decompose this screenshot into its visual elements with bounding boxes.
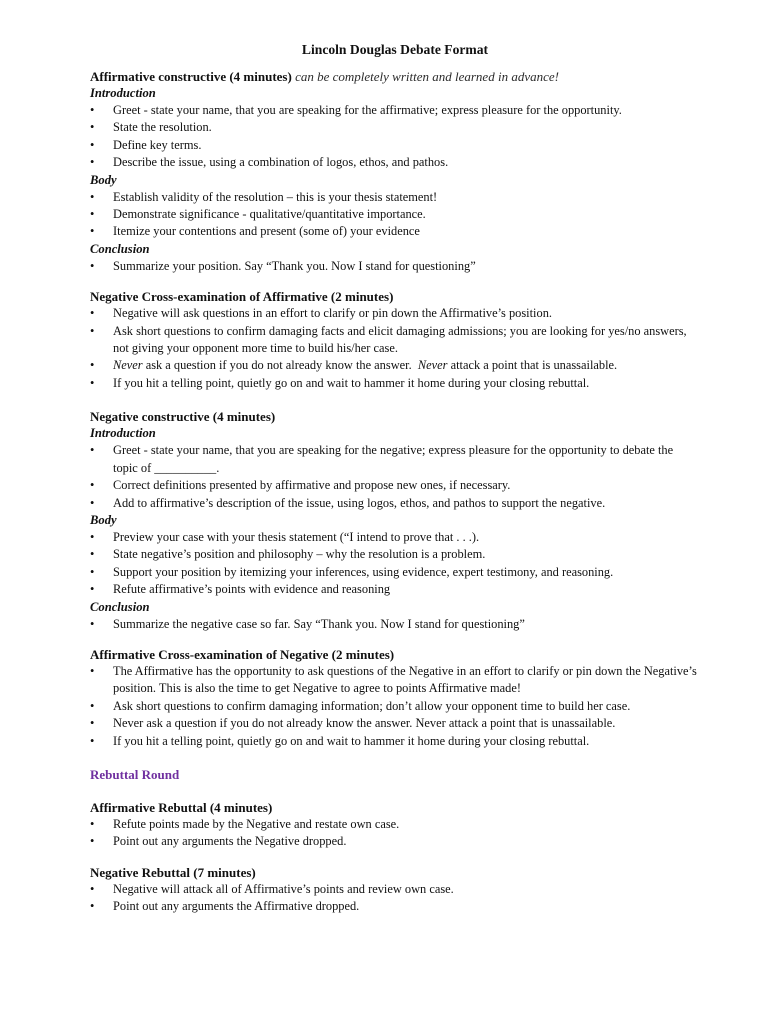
aff-cross-list	[90, 663, 700, 750]
list-item: • Refute affirmative’s points with evidence and reasoning	[90, 581, 700, 598]
bullet-icon: •	[90, 881, 95, 896]
neg-intro-list	[90, 442, 700, 512]
list-item: • Refute points made by the Negative and restate own case.	[90, 816, 700, 833]
bullet-icon: •	[90, 306, 95, 321]
bullet-icon: •	[90, 547, 95, 562]
aff-constructive-note: can be completely written and learned in advance!	[295, 69, 559, 84]
aff-constructive-heading	[90, 68, 700, 85]
bullet-icon: •	[90, 733, 95, 748]
bullet-icon: •	[90, 616, 95, 631]
list-item: • Establish validity of the resolution – this is your thesis statement!	[90, 189, 700, 206]
document-title: Lincoln Douglas Debate Format	[301, 42, 489, 57]
bullet-icon: •	[90, 207, 95, 222]
aff-conclusion-list	[90, 258, 700, 275]
bullet-icon: •	[90, 899, 95, 914]
neg-conclusion-list	[90, 616, 700, 633]
list-item: • Point out any arguments the Affirmative dropped.	[90, 898, 700, 915]
document-page	[90, 42, 700, 916]
list-item: • Never ask a question if you do not already know the answer. Never attack a point that is unassailable.	[90, 357, 700, 374]
list-item: • Describe the issue, using a combination of logos, ethos, and pathos.	[90, 154, 700, 171]
bullet-icon: •	[90, 564, 95, 579]
bullet-icon: •	[90, 375, 95, 390]
bullet-icon: •	[90, 224, 95, 239]
list-item: • Greet - state your name, that you are speaking for the negative; express pleasure for the opportunity to debate the topic of __________.	[90, 443, 674, 475]
list-item: • Negative will attack all of Affirmative’s points and review own case.	[90, 881, 700, 898]
aff-rebuttal-heading: Affirmative Rebuttal (4 minutes)	[90, 799, 273, 815]
list-item: • State the resolution.	[90, 119, 700, 136]
list-item: • Add to affirmative’s description of the issue, using logos, ethos, and pathos to support the negative.	[90, 495, 700, 512]
bullet-icon: •	[90, 816, 95, 831]
list-item: • Greet - state your name, that you are speaking for the affirmative; express pleasure for the opportunity.	[90, 102, 700, 119]
list-item: • State negative’s position and philosophy – why the resolution is a problem.	[90, 546, 700, 563]
bullet-icon: •	[90, 663, 95, 678]
neg-body-list	[90, 529, 700, 599]
list-item: • Correct definitions presented by affirmative and propose new ones, if necessary.	[90, 477, 700, 494]
list-item: • Never ask a question if you do not already know the answer. Never attack a point that is unassailable.	[90, 715, 700, 732]
list-item: • Support your position by itemizing your inferences, using evidence, expert testimony, and reasoning.	[90, 564, 700, 581]
bullet-icon: •	[90, 582, 95, 597]
list-item: • The Affirmative has the opportunity to ask questions of the Negative in an effort to clarify or pin down the Negative’s position. This is also the time to get Negative to agree to points Affirmative made!	[90, 663, 697, 696]
list-item: • Preview your case with your thesis statement (“I intend to prove that . . .).	[90, 529, 700, 546]
list-item: • If you hit a telling point, quietly go on and wait to hammer it home during your closing rebuttal.	[90, 733, 700, 750]
aff-intro-label: Introduction	[90, 86, 156, 100]
list-item: • Define key terms.	[90, 137, 700, 154]
neg-conclusion-label: Conclusion	[90, 599, 150, 614]
bullet-icon: •	[90, 495, 95, 510]
bullet-icon: •	[90, 834, 95, 849]
list-item: • Summarize your position. Say “Thank you. Now I stand for questioning”	[90, 258, 700, 275]
aff-body-label: Body	[90, 172, 117, 187]
bullet-icon: •	[90, 189, 95, 204]
aff-constructive-title: Affirmative constructive (4 minutes)	[90, 69, 292, 84]
rebuttal-round-heading: Rebuttal Round	[90, 766, 180, 782]
neg-rebuttal-heading: Negative Rebuttal (7 minutes)	[90, 864, 256, 880]
bullet-icon: •	[90, 103, 95, 117]
neg-cross-list	[90, 305, 700, 392]
bullet-icon: •	[90, 478, 95, 493]
neg-constructive-heading: Negative constructive (4 minutes)	[90, 409, 276, 425]
aff-conclusion-label: Conclusion	[90, 241, 150, 256]
list-item: • If you hit a telling point, quietly go on and wait to hammer it home during your closing rebuttal.	[90, 375, 700, 392]
aff-intro-list	[90, 102, 700, 172]
neg-intro-label: Introduction	[90, 426, 156, 441]
bullet-icon: •	[90, 358, 95, 373]
bullet-icon: •	[90, 120, 95, 135]
list-item: • Itemize your contentions and present (some of) your evidence	[90, 223, 700, 240]
bullet-icon: •	[90, 323, 95, 338]
aff-cross-heading: Affirmative Cross-examination of Negative (2 minutes)	[90, 646, 395, 662]
bullet-icon: •	[90, 137, 95, 152]
aff-rebuttal-list	[90, 816, 700, 851]
neg-cross-heading: Negative Cross-examination of Affirmative (2 minutes)	[90, 289, 394, 305]
bullet-icon: •	[90, 698, 95, 713]
list-item: • Summarize the negative case so far. Say “Thank you. Now I stand for questioning”	[90, 616, 700, 633]
list-item: • Demonstrate significance - qualitative/quantitative importance.	[90, 206, 700, 223]
neg-rebuttal-list	[90, 881, 700, 916]
list-item: • Ask short questions to confirm damaging facts and elicit damaging admissions; you are looking for yes/no answers, not giving your opponent more time to build his/her case.	[90, 323, 687, 356]
bullet-icon: •	[90, 258, 95, 273]
list-item: • Negative will ask questions in an effort to clarify or pin down the Affirmative’s position.	[90, 305, 700, 322]
list-item: • Ask short questions to confirm damaging information; don’t allow your opponent time to build her case.	[90, 698, 700, 715]
list-item: • Point out any arguments the Negative dropped.	[90, 833, 700, 850]
aff-body-list	[90, 189, 700, 241]
neg-body-label: Body	[90, 512, 117, 527]
bullet-icon: •	[90, 443, 95, 458]
bullet-icon: •	[90, 529, 95, 544]
bullet-icon: •	[90, 716, 95, 731]
bullet-icon: •	[90, 155, 95, 170]
